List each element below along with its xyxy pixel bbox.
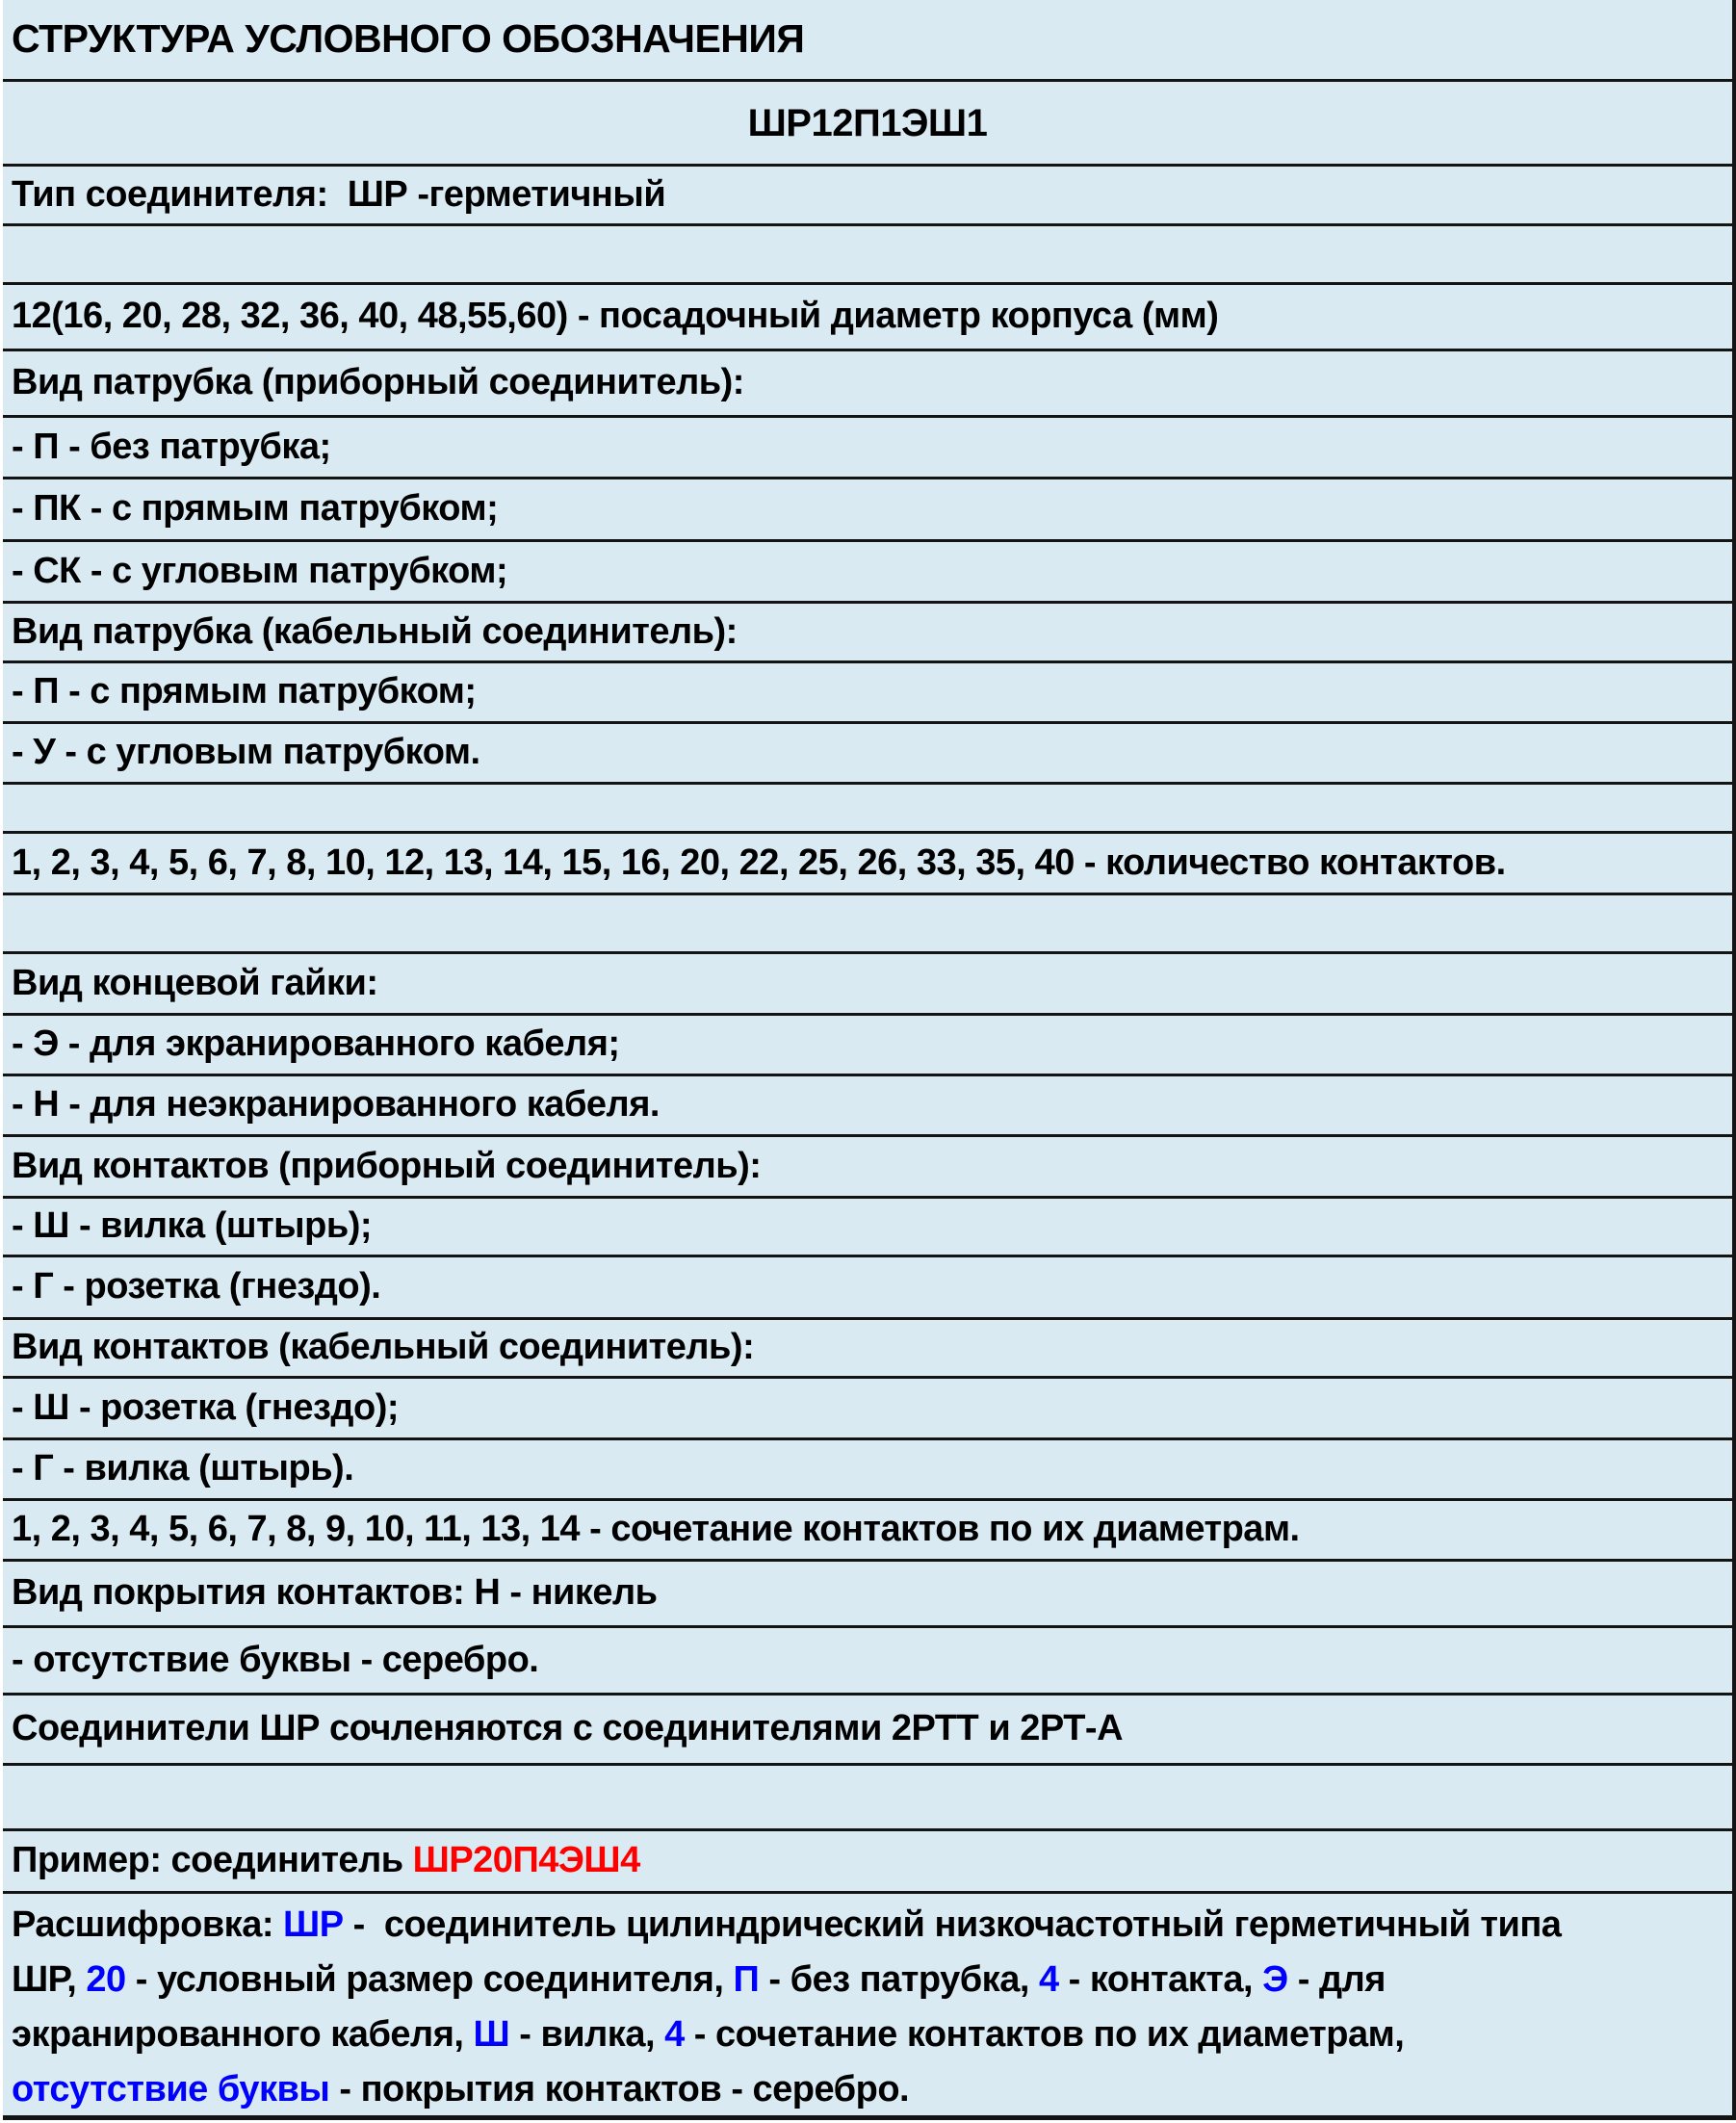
row-plating-silver-text: - отсутствие буквы - серебро.: [12, 1639, 539, 1680]
row-pipe-type-cable-header: [3, 604, 1732, 663]
row-connector-type: [3, 167, 1732, 226]
header-title: [3, 0, 1732, 82]
row-pipe-straight-pk-text: - ПК - с прямым патрубком;: [12, 488, 499, 530]
row-pipe-none-text: - П - без патрубка;: [12, 426, 331, 467]
row-pipe-type-cable-header-text: Вид патрубка (кабельный соединитель):: [12, 610, 738, 652]
row-nut-unshielded-text: - Н - для неэкранированного кабеля.: [12, 1084, 660, 1126]
designation-code-text: ШР12П1ЭШ1: [747, 101, 988, 144]
row-pipe-type-instrument-header-text: Вид патрубка (приборный соединитель):: [12, 362, 744, 403]
row-contacts-socket-sh: [3, 1379, 1732, 1440]
row-plating-nickel-text: Вид покрытия контактов: Н - никель: [12, 1572, 658, 1614]
row-connector-type-text: Тип соединителя: ШР -герметичный: [12, 173, 666, 215]
row-decoding-text: отсутствие буквы - покрытия контактов - серебро.: [12, 2069, 910, 2110]
row-pipe-angled-sk: [3, 542, 1732, 604]
row-mating: [3, 1696, 1732, 1766]
designation-code: [3, 82, 1732, 167]
row-contacts-cable-header-text: Вид контактов (кабельный соединитель):: [12, 1327, 755, 1368]
row-plating-silver: [3, 1628, 1732, 1696]
row-body-diameter-text: 12(16, 20, 28, 32, 36, 40, 48,55,60) - посадочный диаметр корпуса (мм): [12, 296, 1219, 337]
row-contacts-socket-g: [3, 1257, 1732, 1320]
designation-table: [3, 0, 1736, 2120]
row-pipe-straight-pk: [3, 479, 1732, 542]
row-contacts-plug-g-text: - Г - вилка (штырь).: [12, 1448, 354, 1489]
row-nut-unshielded: [3, 1076, 1732, 1137]
header-title-text: СТРУКТУРА УСЛОВНОГО ОБОЗНАЧЕНИЯ: [12, 16, 805, 62]
row-contacts-instrument-header-text: Вид контактов (приборный соединитель):: [12, 1145, 762, 1186]
row-body-diameter: [3, 285, 1732, 351]
spacer-1: [3, 226, 1732, 285]
spacer-4: [3, 1766, 1732, 1831]
row-decoding-text: Расшифровка: ШР - соединитель цилиндрический низкочастотный герметичный типа: [12, 1904, 1562, 1945]
row-contacts-instrument-header: [3, 1137, 1732, 1199]
spacer-3: [3, 895, 1732, 954]
row-contact-combination: [3, 1501, 1732, 1562]
row-decoding-text: экранированного кабеля, Ш - вилка, 4 - сочетание контактов по их диаметрам,: [12, 2014, 1405, 2055]
row-pipe-angled-u-text: - У - с угловым патрубком.: [12, 732, 480, 773]
row-pipe-angled-sk-text: - СК - с угловым патрубком;: [12, 550, 508, 591]
row-example: [3, 1831, 1732, 1894]
row-contacts-cable-header: [3, 1320, 1732, 1379]
row-end-nut-header-text: Вид концевой гайки:: [12, 962, 378, 1003]
row-decoding: [3, 1894, 1732, 2120]
row-nut-shielded-text: - Э - для экранированного кабеля;: [12, 1023, 620, 1065]
row-pipe-straight-p-text: - П - с прямым патрубком;: [12, 671, 477, 712]
row-contacts-plug-g: [3, 1440, 1732, 1501]
row-pipe-type-instrument-header: [3, 351, 1732, 418]
row-pipe-angled-u: [3, 724, 1732, 785]
row-contact-count: [3, 834, 1732, 895]
row-pipe-none: [3, 418, 1732, 479]
row-example-text: Пример: соединитель ШР20П4ЭШ4: [12, 1840, 640, 1881]
row-contacts-socket-g-text: - Г - розетка (гнездо).: [12, 1266, 381, 1307]
row-plating-nickel: [3, 1562, 1732, 1628]
row-contact-combination-text: 1, 2, 3, 4, 5, 6, 7, 8, 9, 10, 11, 13, 14 - сочетание контактов по их диаметрам.: [12, 1509, 1300, 1550]
spacer-2: [3, 785, 1732, 834]
row-contacts-plug-sh: [3, 1199, 1732, 1257]
row-nut-shielded: [3, 1016, 1732, 1076]
row-contacts-socket-sh-text: - Ш - розетка (гнездо);: [12, 1386, 400, 1428]
row-mating-text: Соединители ШР сочленяются с соединителями 2РТТ и 2РТ-А: [12, 1708, 1124, 1749]
row-decoding-text: ШР, 20 - условный размер соединителя, П - без патрубка, 4 - контакта, Э - для: [12, 1959, 1386, 2000]
row-contacts-plug-sh-text: - Ш - вилка (штырь);: [12, 1205, 373, 1247]
row-pipe-straight-p: [3, 663, 1732, 724]
row-contact-count-text: 1, 2, 3, 4, 5, 6, 7, 8, 10, 12, 13, 14, 15, 16, 20, 22, 25, 26, 33, 35, 40 - количество контактов.: [12, 841, 1506, 883]
row-end-nut-header: [3, 954, 1732, 1016]
